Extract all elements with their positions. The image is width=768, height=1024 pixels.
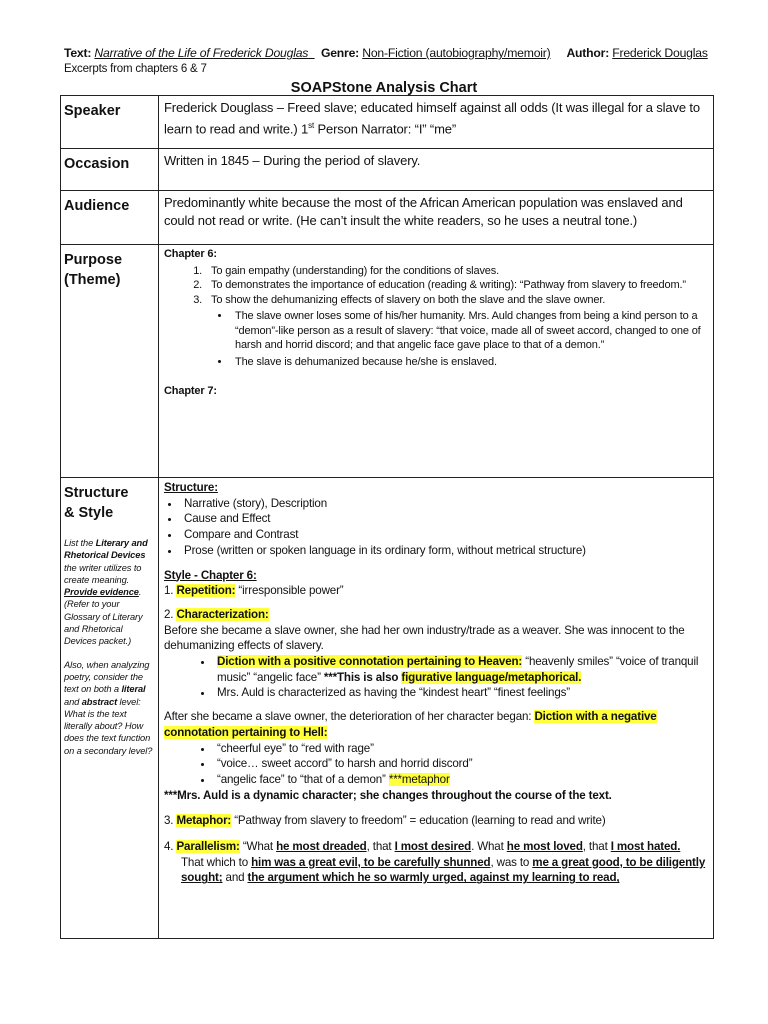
- characterization-head: 2. Characterization:: [164, 607, 269, 621]
- purpose-list: [164, 264, 709, 370]
- characterization-text: Before she became a slave owner, she had her own industry/trade as a weaver. She was innocent to the dehumanizing effects of slavery.: [164, 623, 685, 653]
- structure-row: [61, 478, 714, 939]
- purpose-bullet: • The slave is dehumanized because he/she is enslaved.: [231, 355, 709, 370]
- parallelism-line: 4. Parallelism: “What he most dreaded, that I most desired. What he most loved, that I most hated.: [164, 840, 681, 854]
- text-value: Narrative of the Life of Frederick Douglas: [94, 46, 309, 60]
- occasion-label: Occasion: [64, 156, 130, 172]
- dynamic-note: ***Mrs. Auld is a dynamic character; she changes throughout the course of the text.: [164, 788, 612, 802]
- parallelism-cont: That which to him was a great evil, to be carefully shunned, was to me a great good, to be diligently sought; and the argument which he so warmly urged, against my learning to read,: [181, 855, 706, 885]
- structure-content: [159, 478, 713, 938]
- after-text: After she became a slave owner, the deterioration of her character began: Diction with a negative connotation pertaining to Hell:: [164, 710, 657, 739]
- negative-list: [164, 741, 709, 788]
- characterization-list: [164, 654, 709, 701]
- purpose-bullet: • The slave owner loses some of his/her humanity. Mrs. Auld changes from being a kind person to a “demon”-like person as a result of slavery: “that voice, made all of sweet accord, changed to one of harsh and horrid discord; and that angelic face gave place to that of a demon.”: [231, 309, 709, 353]
- page-title: SOAPStone Analysis Chart: [290, 80, 478, 96]
- author-value: Frederick Douglas: [612, 46, 708, 60]
- style-heading: Style - Chapter 6:: [164, 568, 257, 582]
- purpose-item: 1. To gain empathy (understanding) for the conditions of slaves.: [205, 264, 709, 279]
- text-label: Text:: [64, 46, 92, 60]
- purpose-content: [159, 245, 713, 399]
- auld-kind: • Mrs. Auld is characterized as having the “kindest heart” “finest feelings”: [214, 685, 709, 701]
- audience-row: [61, 191, 714, 245]
- purpose-item: 3. To show the dehumanizing effects of slavery on both the slave and the slave owner. • The slave owner loses some of his/her humanity. Mrs. Auld changes from being a kind person to a “demon”-like person as a result of slavery: “that voice, made all of sweet accord, changed to one of harsh and horrid discord; and that angelic face gave place to that of a demon.” • The slave is dehumanized because he/she is enslaved.: [205, 293, 709, 370]
- author-label: Author:: [566, 46, 610, 60]
- negative-item: • “angelic face” to “that of a demon” ***metaphor: [214, 772, 709, 788]
- structure-note: List the Literary and Rhetorical Devices the writer utilizes to create meaning. Provide evidence. (Refer to your Glossary of Literary and Rhetorical Devices packet.) Also, when analyzing poetry, consider the text on both a literal and abstract level: What is the text literally about? How does the text function on a secondary level?: [64, 538, 153, 756]
- chapter7-heading: Chapter 7:: [164, 385, 217, 397]
- audience-label: Audience: [64, 198, 130, 214]
- metaphor-line: 3. Metaphor: “Pathway from slavery to freedom” = education (learning to read and write): [164, 814, 606, 828]
- structure-item: • Prose (written or spoken language in its ordinary form, without metrical structure): [181, 543, 709, 559]
- structure-heading: Structure:: [164, 481, 218, 494]
- audience-content: Predominantly white because the most of the African American population was enslaved and could not read or write. (He can’t insult the white readers, so he uses a neutral tone.): [164, 195, 683, 228]
- purpose-label: Purpose (Theme): [64, 252, 123, 288]
- diction-positive: • Diction with a positive connotation pertaining to Heaven: “heavenly smiles” “voice of tranquil music” “angelic face” ***This is also figurative language/metaphorical.: [214, 654, 709, 685]
- occasion-row: [61, 149, 714, 191]
- structure-item: • Compare and Contrast: [181, 527, 709, 543]
- chapter6-heading: Chapter 6:: [164, 248, 217, 260]
- genre-label: Genre:: [320, 46, 360, 60]
- structure-item: • Cause and Effect: [181, 511, 709, 527]
- negative-item: • “cheerful eye” to “red with rage”: [214, 741, 709, 757]
- structure-list: [164, 496, 709, 559]
- repetition-line: 1. Repetition: “irresponsible power”: [164, 584, 344, 598]
- speaker-label: Speaker: [64, 103, 121, 119]
- occasion-content: Written in 1845 – During the period of slavery.: [164, 153, 421, 168]
- speaker-content: Frederick Douglass – Freed slave; educated himself against all odds (It was illegal for a slave to learn to read and write.) 1st Person Narrator: “I” “me”: [164, 100, 700, 136]
- genre-value: Non-Fiction (autobiography/memoir): [362, 46, 551, 60]
- speaker-row: [61, 96, 714, 149]
- structure-item: • Narrative (story), Description: [181, 496, 709, 512]
- negative-item: • “voice… sweet accord” to harsh and horrid discord”: [214, 756, 709, 772]
- soapstone-table: [60, 95, 714, 939]
- structure-label: Structure & Style: [64, 485, 129, 521]
- excerpts-line: Excerpts from chapters 6 & 7: [64, 63, 207, 75]
- header-line: [64, 46, 708, 60]
- purpose-row: [61, 245, 714, 478]
- purpose-sublist: [211, 309, 709, 369]
- purpose-item: 2. To demonstrates the importance of education (reading & writing): “Pathway from slavery to freedom.”: [205, 278, 709, 293]
